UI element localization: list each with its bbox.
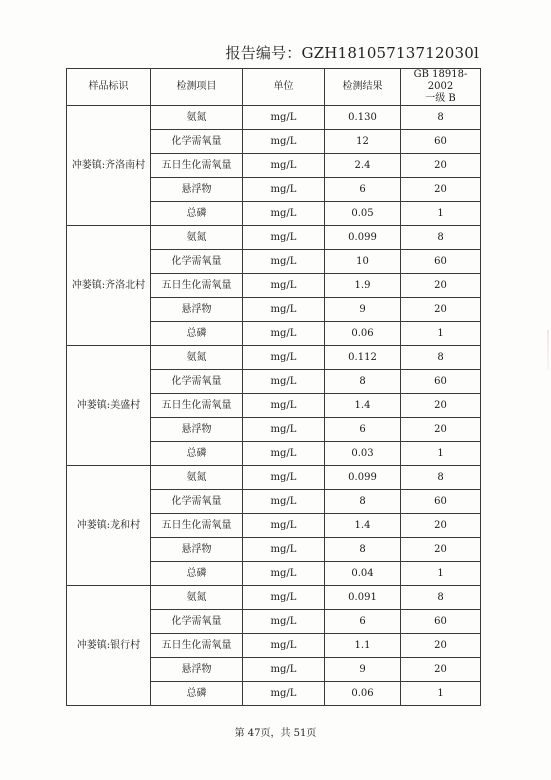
result-cell: 1.4 (325, 394, 401, 418)
standard-cell: 8 (401, 346, 481, 370)
item-cell: 化学需氧量 (151, 490, 243, 514)
standard-cell: 1 (401, 682, 481, 706)
result-cell: 0.03 (325, 442, 401, 466)
table-row (67, 586, 481, 610)
result-cell: 9 (325, 658, 401, 682)
header-item: 检测项目 (151, 69, 243, 106)
standard-cell: 20 (401, 178, 481, 202)
unit-cell: mg/L (243, 514, 325, 538)
header-result: 检测结果 (325, 69, 401, 106)
item-cell: 悬浮物 (151, 298, 243, 322)
result-cell: 9 (325, 298, 401, 322)
result-cell: 0.112 (325, 346, 401, 370)
result-cell: 0.099 (325, 226, 401, 250)
standard-cell: 20 (401, 418, 481, 442)
page-footer: 第 47页，共 51页 (234, 728, 317, 739)
unit-cell: mg/L (243, 466, 325, 490)
result-cell: 0.091 (325, 586, 401, 610)
item-cell: 氨氮 (151, 466, 243, 490)
table-row (67, 106, 481, 130)
item-cell: 化学需氧量 (151, 130, 243, 154)
standard-cell: 8 (401, 586, 481, 610)
item-cell: 总磷 (151, 322, 243, 346)
unit-cell: mg/L (243, 586, 325, 610)
standard-cell: 60 (401, 610, 481, 634)
item-cell: 五日生化需氧量 (151, 634, 243, 658)
result-cell: 0.06 (325, 682, 401, 706)
standard-cell: 20 (401, 274, 481, 298)
item-cell: 化学需氧量 (151, 370, 243, 394)
standard-cell: 1 (401, 202, 481, 226)
result-cell: 0.04 (325, 562, 401, 586)
item-cell: 悬浮物 (151, 658, 243, 682)
result-cell: 0.130 (325, 106, 401, 130)
result-cell: 6 (325, 418, 401, 442)
standard-cell: 1 (401, 442, 481, 466)
result-cell: 12 (325, 130, 401, 154)
table-row (67, 226, 481, 250)
result-cell: 8 (325, 490, 401, 514)
unit-cell: mg/L (243, 370, 325, 394)
result-cell: 0.06 (325, 322, 401, 346)
unit-cell: mg/L (243, 610, 325, 634)
standard-cell: 20 (401, 394, 481, 418)
result-cell: 0.099 (325, 466, 401, 490)
unit-cell: mg/L (243, 346, 325, 370)
result-cell: 6 (325, 610, 401, 634)
result-cell: 1.4 (325, 514, 401, 538)
item-cell: 五日生化需氧量 (151, 274, 243, 298)
standard-cell: 20 (401, 514, 481, 538)
item-cell: 悬浮物 (151, 178, 243, 202)
standard-cell: 1 (401, 322, 481, 346)
result-cell: 8 (325, 370, 401, 394)
unit-cell: mg/L (243, 634, 325, 658)
item-cell: 总磷 (151, 682, 243, 706)
unit-cell: mg/L (243, 274, 325, 298)
item-cell: 化学需氧量 (151, 250, 243, 274)
standard-cell: 20 (401, 298, 481, 322)
result-cell: 1.9 (325, 274, 401, 298)
result-cell: 0.05 (325, 202, 401, 226)
header-unit: 单位 (243, 69, 325, 106)
unit-cell: mg/L (243, 130, 325, 154)
item-cell: 氨氮 (151, 226, 243, 250)
unit-cell: mg/L (243, 490, 325, 514)
standard-cell: 60 (401, 370, 481, 394)
item-cell: 总磷 (151, 442, 243, 466)
unit-cell: mg/L (243, 106, 325, 130)
table-header-row (67, 69, 481, 106)
header-standard-line2: 一级 B (425, 93, 456, 104)
result-cell: 2.4 (325, 154, 401, 178)
item-cell: 氨氮 (151, 106, 243, 130)
unit-cell: mg/L (243, 322, 325, 346)
standard-cell: 8 (401, 226, 481, 250)
standard-cell: 60 (401, 490, 481, 514)
standard-cell: 20 (401, 538, 481, 562)
result-cell: 10 (325, 250, 401, 274)
sample-label-cell: 冲蒌镇:齐洛北村 (67, 226, 151, 346)
result-cell: 6 (325, 178, 401, 202)
table-row (67, 346, 481, 370)
sample-label-cell: 冲蒌镇:银行村 (67, 586, 151, 706)
standard-cell: 1 (401, 562, 481, 586)
header-standard-line1: GB 18918-2002 (413, 69, 468, 92)
item-cell: 氨氮 (151, 346, 243, 370)
item-cell: 总磷 (151, 202, 243, 226)
item-cell: 五日生化需氧量 (151, 154, 243, 178)
standard-cell: 8 (401, 466, 481, 490)
unit-cell: mg/L (243, 202, 325, 226)
scan-edge-mark (547, 330, 549, 370)
unit-cell: mg/L (243, 658, 325, 682)
result-cell: 8 (325, 538, 401, 562)
unit-cell: mg/L (243, 154, 325, 178)
unit-cell: mg/L (243, 442, 325, 466)
item-cell: 悬浮物 (151, 418, 243, 442)
item-cell: 五日生化需氧量 (151, 514, 243, 538)
header-standard (401, 69, 481, 106)
table-row (67, 466, 481, 490)
unit-cell: mg/L (243, 250, 325, 274)
table-body (67, 106, 481, 706)
sample-label-cell: 冲蒌镇:美盛村 (67, 346, 151, 466)
unit-cell: mg/L (243, 178, 325, 202)
sample-label-cell: 冲蒌镇:齐洛南村 (67, 106, 151, 226)
sample-label-cell: 冲蒌镇:龙和村 (67, 466, 151, 586)
standard-cell: 60 (401, 130, 481, 154)
unit-cell: mg/L (243, 562, 325, 586)
unit-cell: mg/L (243, 226, 325, 250)
item-cell: 总磷 (151, 562, 243, 586)
header-sample: 样品标识 (67, 69, 151, 106)
item-cell: 氨氮 (151, 586, 243, 610)
unit-cell: mg/L (243, 538, 325, 562)
standard-cell: 20 (401, 658, 481, 682)
item-cell: 悬浮物 (151, 538, 243, 562)
standard-cell: 8 (401, 106, 481, 130)
standard-cell: 20 (401, 634, 481, 658)
item-cell: 五日生化需氧量 (151, 394, 243, 418)
standard-cell: 20 (401, 154, 481, 178)
unit-cell: mg/L (243, 298, 325, 322)
item-cell: 化学需氧量 (151, 610, 243, 634)
test-results-table (66, 68, 481, 706)
unit-cell: mg/L (243, 682, 325, 706)
unit-cell: mg/L (243, 394, 325, 418)
report-number: 报告编号：GZH18105713712030l (225, 44, 479, 62)
unit-cell: mg/L (243, 418, 325, 442)
result-cell: 1.1 (325, 634, 401, 658)
standard-cell: 60 (401, 250, 481, 274)
